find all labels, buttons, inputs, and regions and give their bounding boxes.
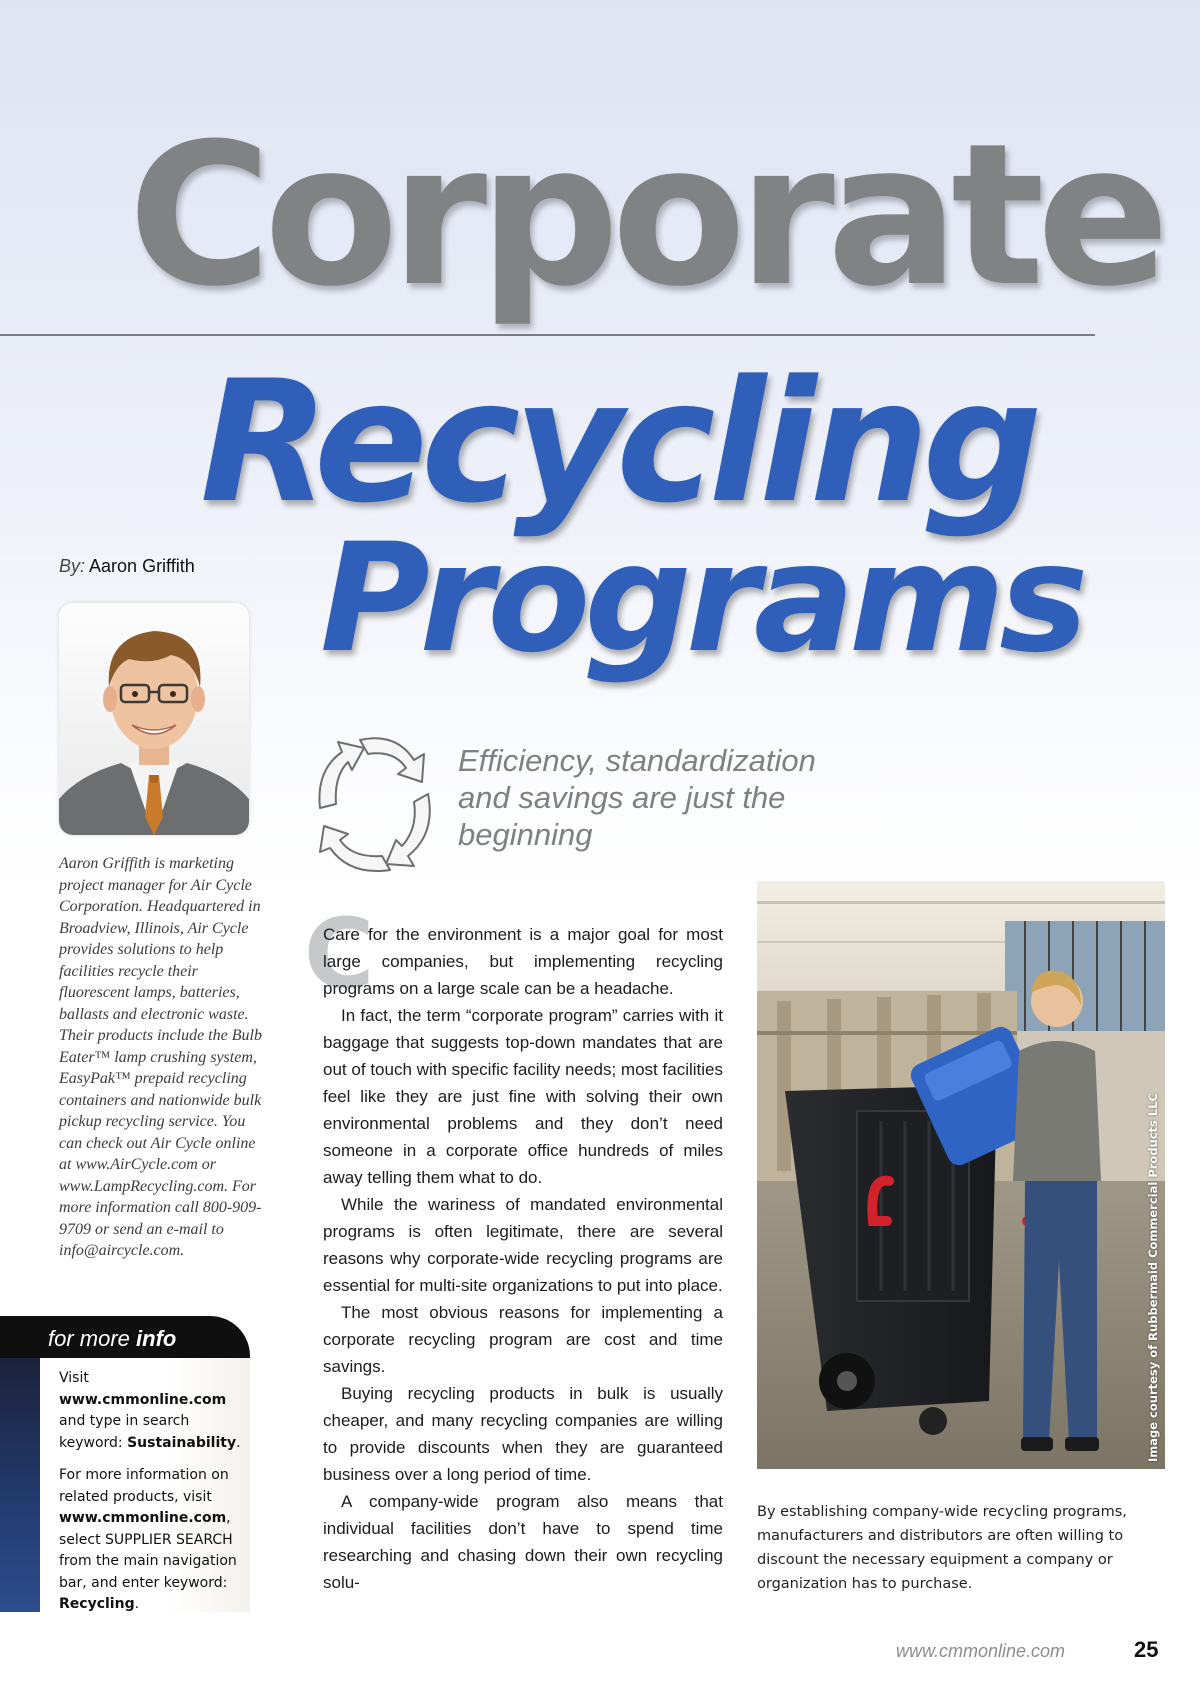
author-bio: Aaron Griffith is marketing project manager for Air Cycle Corporation. Headquartered in Broadview, Illinois, Air Cycle provides solutions to help facilities recycle their fluorescent lamps, batteries, ballasts and electronic waste. Their products include the Bulb Eater™ lamp crushing system, EasyPak™ prepaid recycling containers and nationwide bulk pickup recycling service. You can check out Air Cycle online at www.AirCycle.com or www.LampRecycling.com. For more information call 800-909-9709 or send an e-mail to info@aircycle.com. xyxy=(59,855,262,1259)
photo-credit: Image courtesy of Rubbermaid Commercial Products LLC xyxy=(1146,1093,1160,1462)
article-paragraph: While the wariness of mandated environmental programs is often legitimate, there are several reasons why corporate-wide recycling programs are essential for multi-site organizations to put into place. xyxy=(323,1195,723,1295)
recycle-arrows-icon xyxy=(312,730,436,876)
title-recycling: Recycling xyxy=(200,344,1036,540)
info-box-keyword: Recycling xyxy=(59,1596,135,1612)
info-box-keyword: Sustainability xyxy=(127,1434,237,1451)
page-number: 25 xyxy=(1134,1637,1159,1662)
photo-caption: By establishing company-wide recycling programs, manufacturers and distributors are often willing to discount the necessary equipment a company or organization has to purchase. xyxy=(757,1504,1127,1592)
info-box-paragraph-2: For more information on related products, visit www.cmmonline.com, select SUPPLIER SEARCH from the main navigation bar, and enter keyword: Recycling. xyxy=(59,1467,237,1612)
byline-prefix: By: xyxy=(59,556,86,576)
article-paragraph: A company-wide program also means that individual facilities don’t have to spend time researching and chasing down their own recycling solu- xyxy=(323,1492,723,1592)
drop-cap: C xyxy=(304,898,375,1010)
article-subtitle: Efficiency, standardization and savings are just the beginning xyxy=(458,743,816,852)
info-box-body xyxy=(42,1358,250,1612)
article-paragraph: Care for the environment is a major goal for most large companies, but implementing recycling programs on a large scale can be a headache. xyxy=(323,925,723,998)
article-paragraph: In fact, the term “corporate program” carries with it baggage that suggests top-down mandates that are out of touch with specific facility needs; most facilities feel like they are just fine with solving their own environmental problems and they don’t need someone in a corporate office hundreds of miles away telling them what to do. xyxy=(323,1006,723,1187)
info-box-link[interactable]: www.cmmonline.com xyxy=(59,1510,227,1526)
info-box-sidebar xyxy=(0,1316,40,1612)
byline-author: Aaron Griffith xyxy=(89,556,195,576)
info-box-title-light: for more xyxy=(48,1326,130,1351)
info-box-header-accent xyxy=(0,1318,42,1356)
article-body xyxy=(323,921,723,1596)
author-photo xyxy=(59,603,249,835)
article-paragraph: Buying recycling products in bulk is usually cheaper, and many recycling companies are willing to provide discounts when they are guaranteed business over a long period of time. xyxy=(323,1384,723,1484)
byline xyxy=(59,556,195,577)
article-photo xyxy=(757,881,1165,1469)
title-programs: Programs xyxy=(320,512,1083,686)
info-box-paragraph-1: Visit www.cmmonline.com and type in search keyword: Sustainability. xyxy=(59,1370,241,1451)
article-paragraph: The most obvious reasons for implementing a corporate recycling program are cost and time savings. xyxy=(323,1303,723,1376)
title-corporate: Corporate xyxy=(128,102,1162,330)
title-divider xyxy=(0,334,1095,336)
info-box-title-bold: info xyxy=(136,1326,177,1351)
info-box-title xyxy=(48,1326,176,1352)
info-box-link[interactable]: www.cmmonline.com xyxy=(59,1391,227,1408)
footer-url[interactable]: www.cmmonline.com xyxy=(896,1641,1066,1661)
